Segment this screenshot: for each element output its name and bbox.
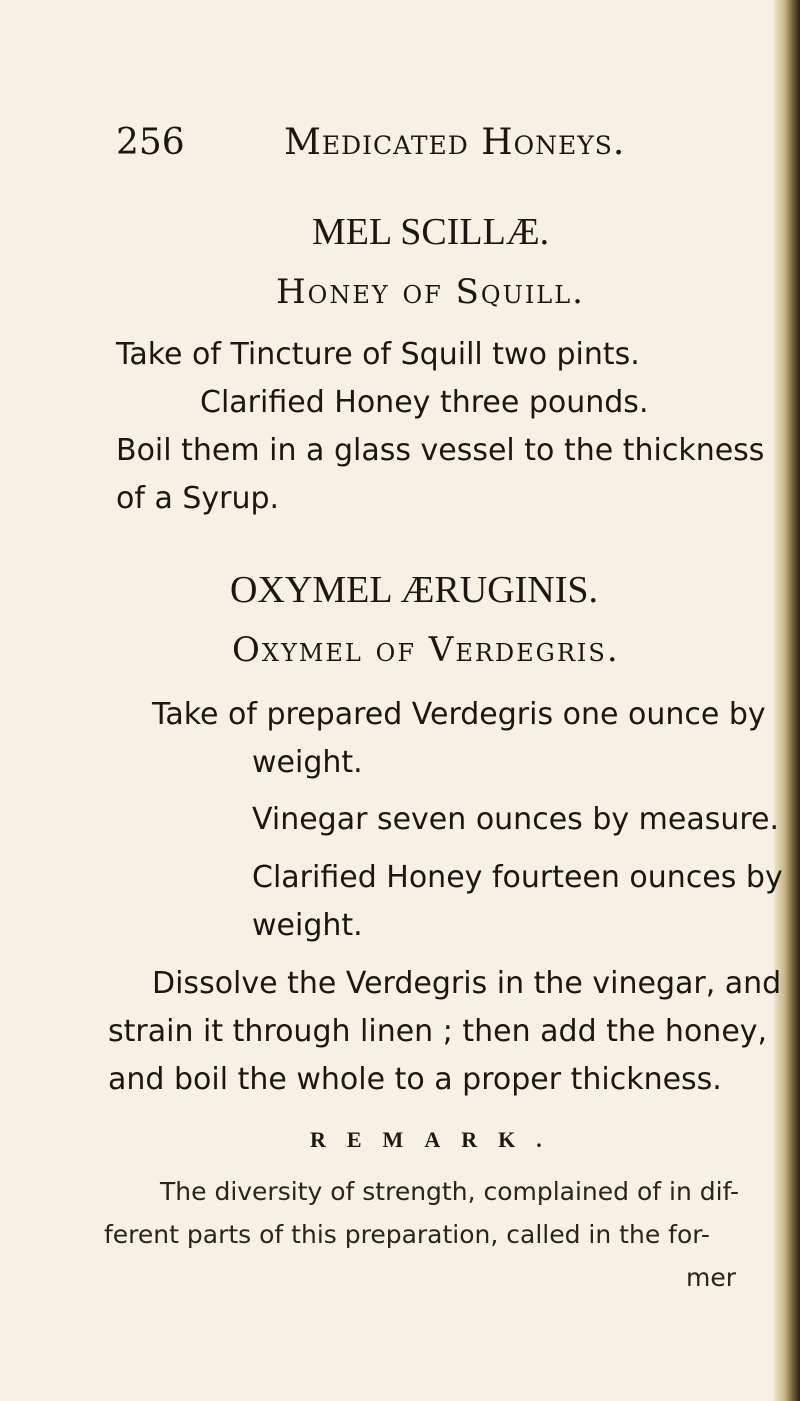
recipe-2-line-4: Clarified Honey fourteen ounces by — [252, 860, 783, 895]
recipe-2-english-title: Oxymel of Verdegris. — [232, 630, 620, 670]
running-title: Medicated Honeys. — [284, 122, 626, 163]
page-edge-shadow — [774, 0, 800, 1401]
recipe-2-line-6: Dissolve the Verdegris in the vinegar, and — [152, 966, 782, 1001]
remark-line-1: The diversity of strength, complained of in dif- — [160, 1177, 740, 1206]
recipe-2-latin-title: OXYMEL ÆRUGINIS. — [230, 569, 599, 611]
recipe-2-line-5: weight. — [252, 908, 363, 943]
recipe-2-line-2: weight. — [252, 745, 363, 780]
recipe-1-line-2: Clarified Honey three pounds. — [200, 385, 649, 420]
recipe-1-latin-title: MEL SCILLÆ. — [312, 211, 550, 253]
recipe-2-line-3: Vinegar seven ounces by measure. — [252, 802, 780, 837]
recipe-1-english-title: Honey of Squill. — [276, 272, 585, 312]
page-number: 256 — [116, 122, 185, 163]
recipe-1-line-4: of a Syrup. — [116, 481, 280, 516]
recipe-2-line-7: strain it through linen ; then add the honey, — [108, 1014, 768, 1049]
remark-line-2: ferent parts of this preparation, called in the for- — [104, 1220, 710, 1249]
remark-heading: REMARK. — [310, 1127, 563, 1152]
recipe-2-line-1: Take of prepared Verdegris one ounce by — [152, 697, 766, 732]
remark-line-3: mer — [686, 1263, 737, 1292]
recipe-2-line-8: and boil the whole to a proper thickness. — [108, 1062, 722, 1097]
recipe-1-line-3: Boil them in a glass vessel to the thickness — [116, 433, 765, 468]
recipe-1-line-1: Take of Tincture of Squill two pints. — [116, 337, 640, 372]
